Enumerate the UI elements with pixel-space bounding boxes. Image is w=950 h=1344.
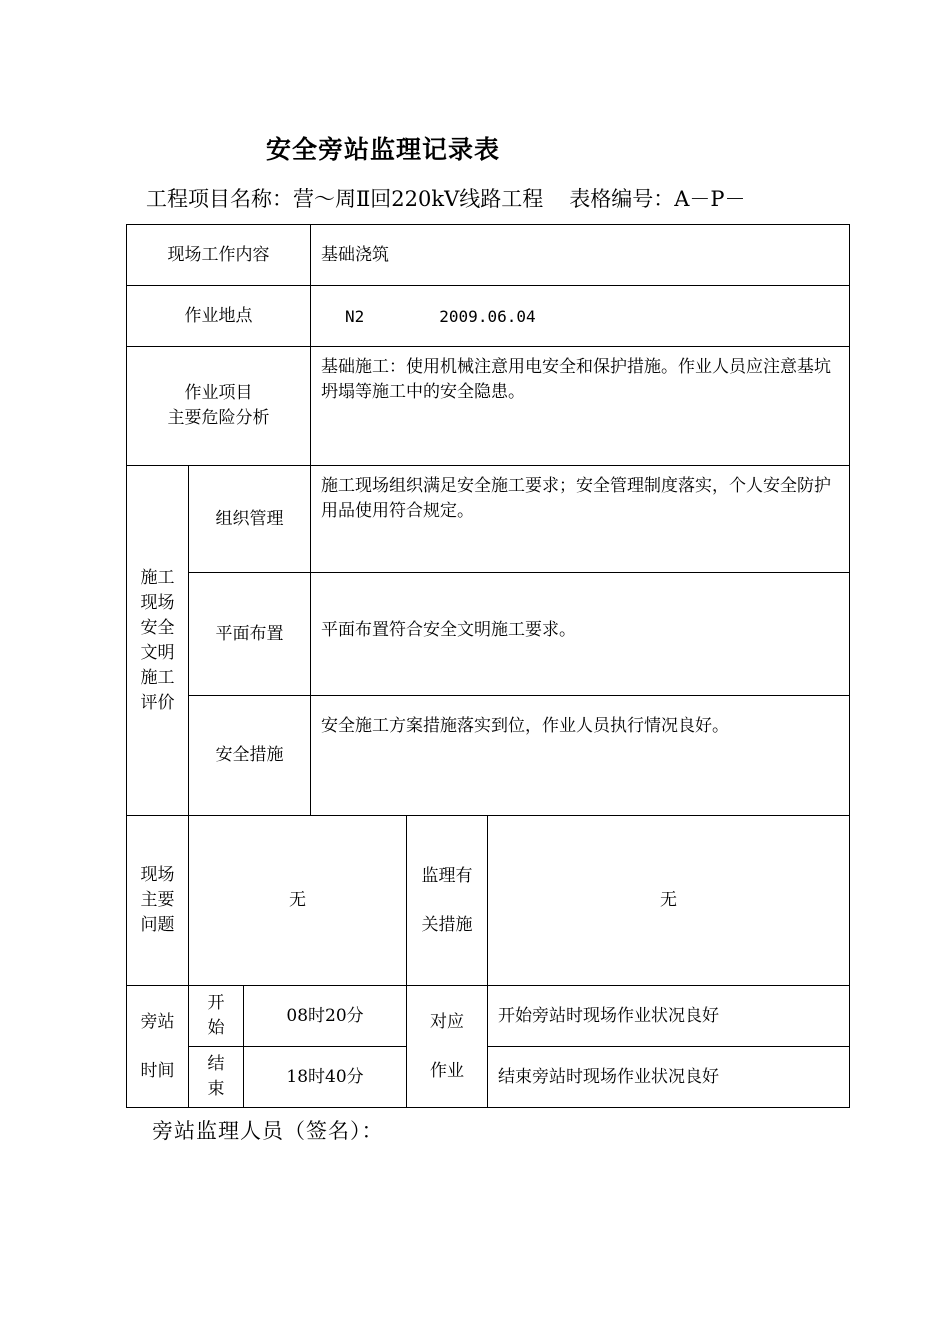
table-row-work-location bbox=[127, 286, 850, 347]
corresponding-work-label-line: 对应 bbox=[430, 1011, 465, 1032]
end-label-char: 束 bbox=[207, 1079, 225, 1099]
time-label-line: 旁站 bbox=[140, 1011, 175, 1032]
signature-label: 旁站监理人员（签名）： bbox=[152, 1119, 384, 1143]
evaluation-label-char: 评价 bbox=[140, 692, 175, 713]
corresponding-work-label bbox=[407, 986, 488, 1108]
start-time-value: 08时20分 bbox=[244, 986, 407, 1047]
evaluation-label-char: 文明 bbox=[140, 642, 175, 663]
layout-label: 平面布置 bbox=[189, 573, 311, 696]
end-status-value: 结束旁站时现场作业状况良好 bbox=[488, 1047, 850, 1108]
work-location-value: N2 bbox=[345, 306, 365, 326]
work-location-cell bbox=[311, 286, 850, 347]
table-row-layout bbox=[127, 573, 850, 696]
safety-measures-value: 安全施工方案措施落实到位，作业人员执行情况良好。 bbox=[311, 696, 850, 816]
evaluation-label bbox=[127, 466, 189, 816]
evaluation-label-char: 施工 bbox=[140, 667, 175, 688]
time-label-line: 时间 bbox=[140, 1060, 175, 1081]
end-label-char: 结 bbox=[207, 1054, 225, 1074]
measures-label-line: 关措施 bbox=[421, 914, 473, 935]
supervision-record-table bbox=[126, 224, 850, 1108]
project-name-label: 工程项目名称： bbox=[146, 187, 293, 211]
work-content-value: 基础浇筑 bbox=[311, 225, 850, 286]
issues-label-char: 主要 bbox=[140, 890, 175, 910]
work-location-label: 作业地点 bbox=[127, 286, 311, 347]
corresponding-work-label-line: 作业 bbox=[430, 1060, 465, 1081]
issues-label bbox=[127, 816, 189, 986]
start-status-value: 开始旁站时现场作业状况良好 bbox=[488, 986, 850, 1047]
page-title: 安全旁站监理记录表 bbox=[265, 135, 500, 164]
measures-value: 无 bbox=[488, 816, 850, 986]
table-row-safety-measures bbox=[127, 696, 850, 816]
measures-label bbox=[407, 816, 488, 986]
table-row-start-time bbox=[127, 986, 850, 1047]
hazard-value: 基础施工：使用机械注意用电安全和保护措施。作业人员应注意基坑坍塌等施工中的安全隐患。 bbox=[311, 347, 850, 466]
start-label-char: 开 bbox=[207, 993, 225, 1013]
issues-label-char: 问题 bbox=[140, 915, 175, 935]
project-name-value: 营～周Ⅱ回220kV线路工程 bbox=[293, 187, 544, 211]
hazard-label bbox=[127, 347, 311, 466]
end-label bbox=[189, 1047, 244, 1108]
organization-label: 组织管理 bbox=[189, 466, 311, 573]
table-row-work-content bbox=[127, 225, 850, 286]
issues-label-char: 现场 bbox=[140, 865, 175, 885]
measures-label-line: 监理有 bbox=[421, 865, 473, 886]
hazard-label-line1: 作业项目 bbox=[184, 383, 253, 403]
project-header bbox=[146, 183, 746, 213]
evaluation-label-char: 施工 bbox=[140, 567, 175, 588]
form-number-label: 表格编号： bbox=[569, 187, 675, 211]
evaluation-label-char: 现场 bbox=[140, 592, 175, 613]
work-date-value: 2009.06.04 bbox=[439, 306, 536, 326]
safety-measures-label: 安全措施 bbox=[189, 696, 311, 816]
start-label-char: 始 bbox=[207, 1018, 225, 1038]
time-label bbox=[127, 986, 189, 1108]
hazard-label-line2: 主要危险分析 bbox=[167, 408, 270, 428]
table-row-issues bbox=[127, 816, 850, 986]
table-row-hazard bbox=[127, 347, 850, 466]
issues-value: 无 bbox=[189, 816, 407, 986]
form-number-value: A－P－ bbox=[674, 187, 746, 211]
end-time-value: 18时40分 bbox=[244, 1047, 407, 1108]
table-row-end-time bbox=[127, 1047, 850, 1108]
organization-value: 施工现场组织满足安全施工要求；安全管理制度落实，个人安全防护用品使用符合规定。 bbox=[311, 466, 850, 573]
work-content-label: 现场工作内容 bbox=[127, 225, 311, 286]
table-row-organization bbox=[127, 466, 850, 573]
layout-value: 平面布置符合安全文明施工要求。 bbox=[311, 573, 850, 696]
evaluation-label-char: 安全 bbox=[140, 617, 175, 638]
start-label bbox=[189, 986, 244, 1047]
